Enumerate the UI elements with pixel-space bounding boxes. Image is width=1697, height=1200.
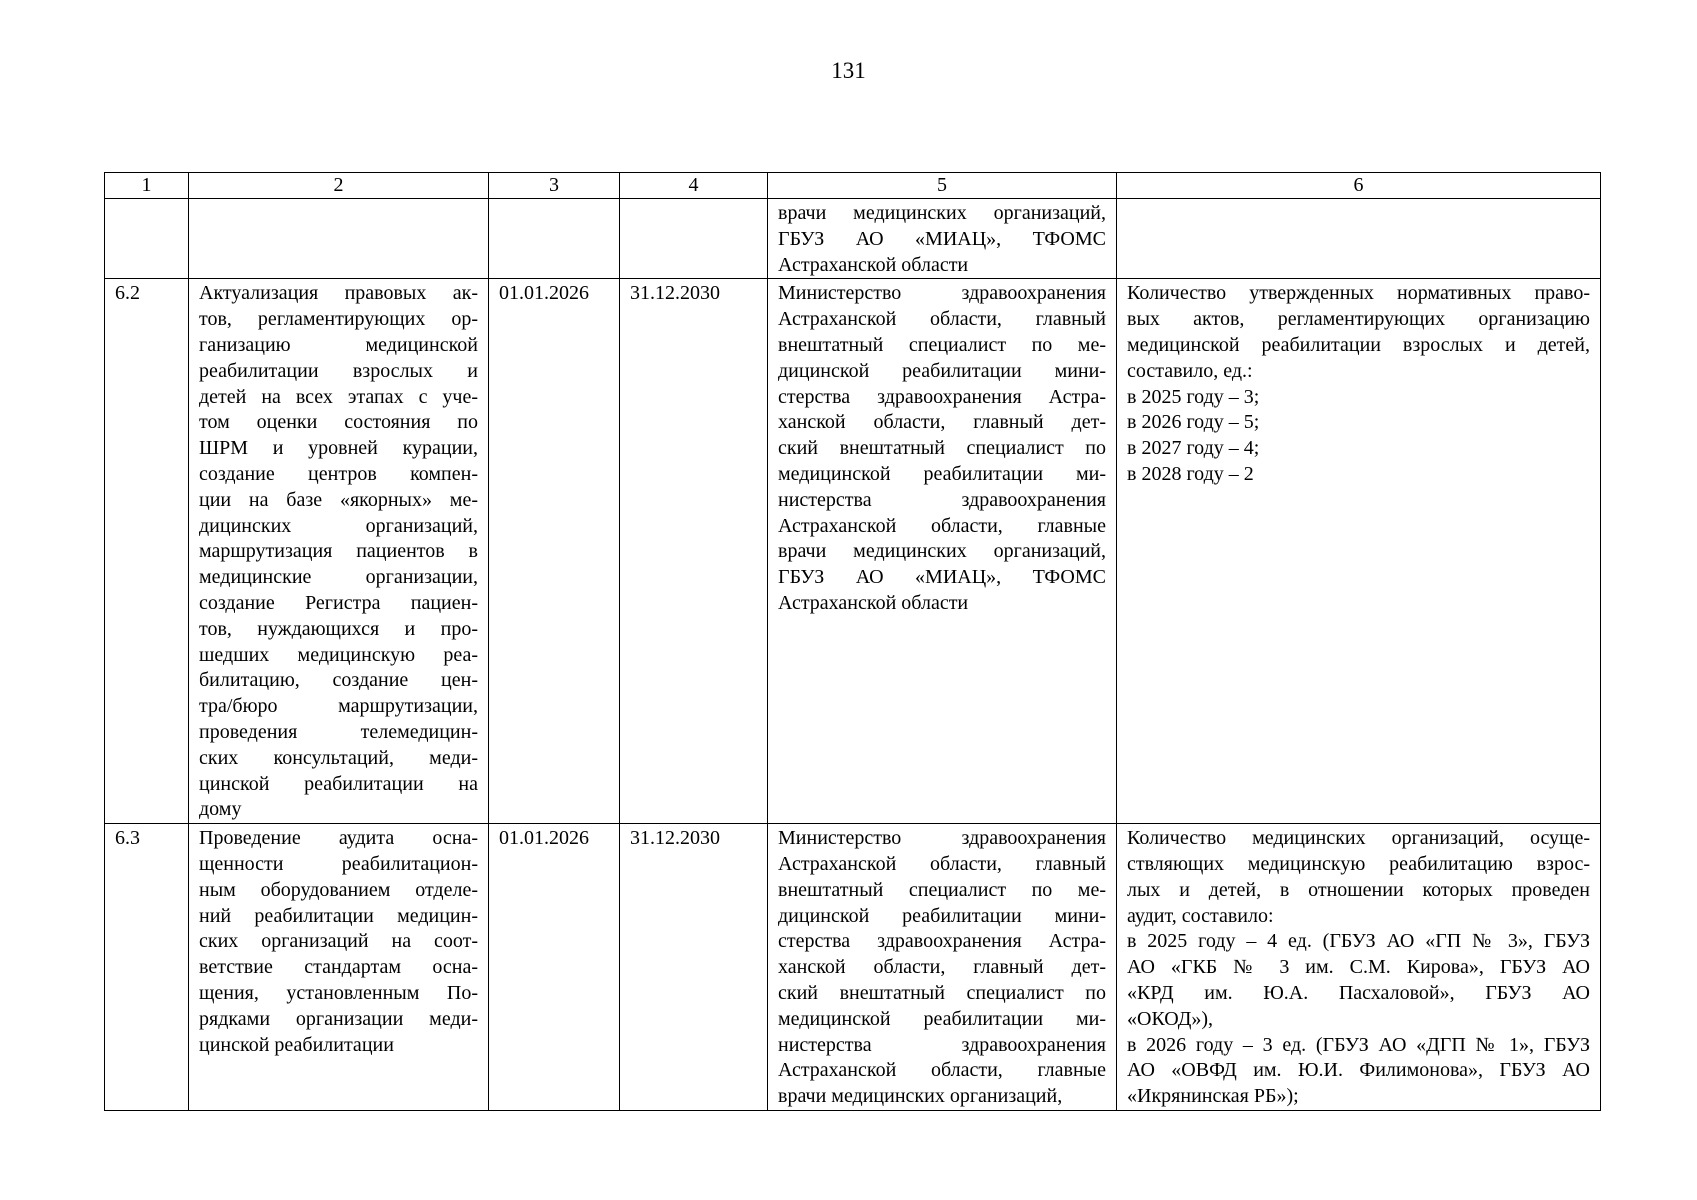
text-line: реабилитации взрослых и [199, 359, 478, 382]
table-row [105, 199, 1601, 279]
table-row [105, 824, 1601, 1111]
text-line: ветствие стандартам осна- [199, 956, 478, 979]
result-cell [1117, 199, 1601, 279]
text-line: «ОКОД»), [1127, 1007, 1214, 1030]
measure-cell [189, 824, 489, 1111]
text-line: рядками организации меди- [199, 1007, 478, 1030]
text-line: маршрутизация пациентов в [199, 540, 478, 563]
text-line: «Икрянинская РБ»); [1127, 1085, 1299, 1108]
text-line: создание Регистра пациен- [199, 591, 478, 614]
text-line: ГБУЗ АО «МИАЦ», ТФОМС [778, 227, 1106, 250]
text-line: врачи медицинских организаций, [778, 540, 1106, 563]
item-number-cell: 6.2 [105, 279, 189, 824]
text-line: Министерство здравоохранения [778, 282, 1106, 305]
text-line: внештатный специалист по ме- [778, 878, 1106, 901]
responsible-cell [768, 824, 1117, 1111]
text-line: Проведение аудита осна- [199, 827, 478, 850]
item-number-cell [105, 199, 189, 279]
start-date-cell: 01.01.2026 [489, 824, 620, 1111]
text-line: составило, ед.: [1127, 359, 1253, 382]
text-line: нистерства здравоохранения [778, 488, 1106, 511]
text-line: медицинской реабилитации ми- [778, 462, 1106, 485]
text-line: ний реабилитации медицин- [199, 904, 478, 927]
text-line: ШРМ и уровней курации, [199, 437, 478, 460]
responsible-cell [768, 199, 1117, 279]
text-line: цинской реабилитации на [199, 772, 478, 795]
start-date-cell: 01.01.2026 [489, 279, 620, 824]
program-measures-table [104, 172, 1601, 1111]
text-line: нистерства здравоохранения [778, 1033, 1106, 1056]
text-line: АО «ОВФД им. Ю.И. Филимонова», ГБУЗ АО [1127, 1059, 1590, 1082]
responsible-cell [768, 279, 1117, 824]
text-line: врачи медицинских организаций, [778, 1085, 1063, 1108]
text-line: Астраханской области, главные [778, 1059, 1106, 1082]
column-number: 1 [105, 173, 189, 199]
column-number: 5 [768, 173, 1117, 199]
column-number: 3 [489, 173, 620, 199]
text-line: тов, регламентирующих ор- [199, 308, 478, 331]
end-date-cell: 31.12.2030 [620, 279, 768, 824]
text-line: Астраханской области, главный [778, 852, 1106, 875]
text-line: тра/бюро маршрутизации, [199, 695, 478, 718]
text-line: том оценки состояния по [199, 411, 478, 434]
text-line: шедших медицинскую реа- [199, 643, 478, 666]
text-line: медицинские организации, [199, 566, 478, 589]
text-line: проведения телемедицин- [199, 720, 478, 743]
text-line: в 2028 году – 2 [1127, 462, 1254, 485]
text-line: билитацию, создание цен- [199, 669, 478, 692]
text-line: стерства здравоохранения Астра- [778, 385, 1106, 408]
table-row [105, 279, 1601, 824]
text-line: ский внештатный специалист по [778, 437, 1106, 460]
text-line: ствляющих медицинскую реабилитацию взрос- [1127, 852, 1590, 875]
text-line: Министерство здравоохранения [778, 827, 1106, 850]
text-line: врачи медицинских организаций, [778, 202, 1106, 224]
text-line: АО «ГКБ № 3 им. С.М. Кирова», ГБУЗ АО [1127, 956, 1590, 979]
page-number: 131 [831, 58, 866, 83]
text-line: детей на всех этапах с уче- [199, 385, 478, 408]
text-line: лых и детей, в отношении которых проведен [1127, 878, 1590, 901]
text-line: медицинской реабилитации ми- [778, 1007, 1106, 1030]
text-line: Астраханской области [778, 253, 969, 276]
text-line: в 2026 году – 5; [1127, 411, 1260, 434]
measure-cell [189, 279, 489, 824]
measure-cell [189, 199, 489, 279]
text-line: Актуализация правовых ак- [199, 282, 478, 305]
text-line: ханской области, главный дет- [778, 956, 1106, 979]
text-line: дому [199, 798, 242, 821]
text-line: в 2025 году – 4 ед. (ГБУЗ АО «ГП № 3», ГБУЗ [1127, 930, 1590, 953]
text-line: щения, установленным По- [199, 981, 478, 1004]
text-line: Количество утвержденных нормативных право- [1127, 282, 1590, 305]
column-number-row [105, 173, 1601, 199]
text-line: медицинской реабилитации взрослых и детей, [1127, 333, 1590, 356]
text-line: «КРД им. Ю.А. Пасхаловой», ГБУЗ АО [1127, 981, 1590, 1004]
item-number-cell: 6.3 [105, 824, 189, 1111]
end-date-cell [620, 199, 768, 279]
text-line: цинской реабилитации [199, 1033, 394, 1056]
text-line: в 2025 году – 3; [1127, 385, 1260, 408]
text-line: ханской области, главный дет- [778, 411, 1106, 434]
text-line: Астраханской области, главный [778, 308, 1106, 331]
text-line: ции на базе «якорных» ме- [199, 488, 478, 511]
text-line: дицинских организаций, [199, 514, 478, 537]
text-line: внештатный специалист по ме- [778, 333, 1106, 356]
text-line: ГБУЗ АО «МИАЦ», ТФОМС [778, 566, 1106, 589]
text-line: в 2026 году – 3 ед. (ГБУЗ АО «ДГП № 1», ГБУЗ [1127, 1033, 1590, 1056]
text-line: дицинской реабилитации мини- [778, 904, 1106, 927]
text-line: в 2027 году – 4; [1127, 437, 1260, 460]
text-line: ский внештатный специалист по [778, 981, 1106, 1004]
text-line: тов, нуждающихся и про- [199, 617, 478, 640]
text-line: ских консультаций, меди- [199, 746, 478, 769]
text-line: ганизацию медицинской [199, 333, 478, 356]
start-date-cell [489, 199, 620, 279]
result-cell [1117, 279, 1601, 824]
text-line: щенности реабилитацион- [199, 852, 478, 875]
text-line: создание центров компен- [199, 462, 478, 485]
column-number: 6 [1117, 173, 1601, 199]
text-line: вых актов, регламентирующих организацию [1127, 308, 1590, 331]
text-line: ным оборудованием отделе- [199, 878, 478, 901]
column-number: 2 [189, 173, 489, 199]
end-date-cell: 31.12.2030 [620, 824, 768, 1111]
text-line: Астраханской области [778, 591, 969, 614]
text-line: дицинской реабилитации мини- [778, 359, 1106, 382]
result-cell [1117, 824, 1601, 1111]
text-line: стерства здравоохранения Астра- [778, 930, 1106, 953]
text-line: ских организаций на соот- [199, 930, 478, 953]
text-line: Количество медицинских организаций, осуще- [1127, 827, 1590, 850]
text-line: Астраханской области, главные [778, 514, 1106, 537]
column-number: 4 [620, 173, 768, 199]
text-line: аудит, составило: [1127, 904, 1274, 927]
